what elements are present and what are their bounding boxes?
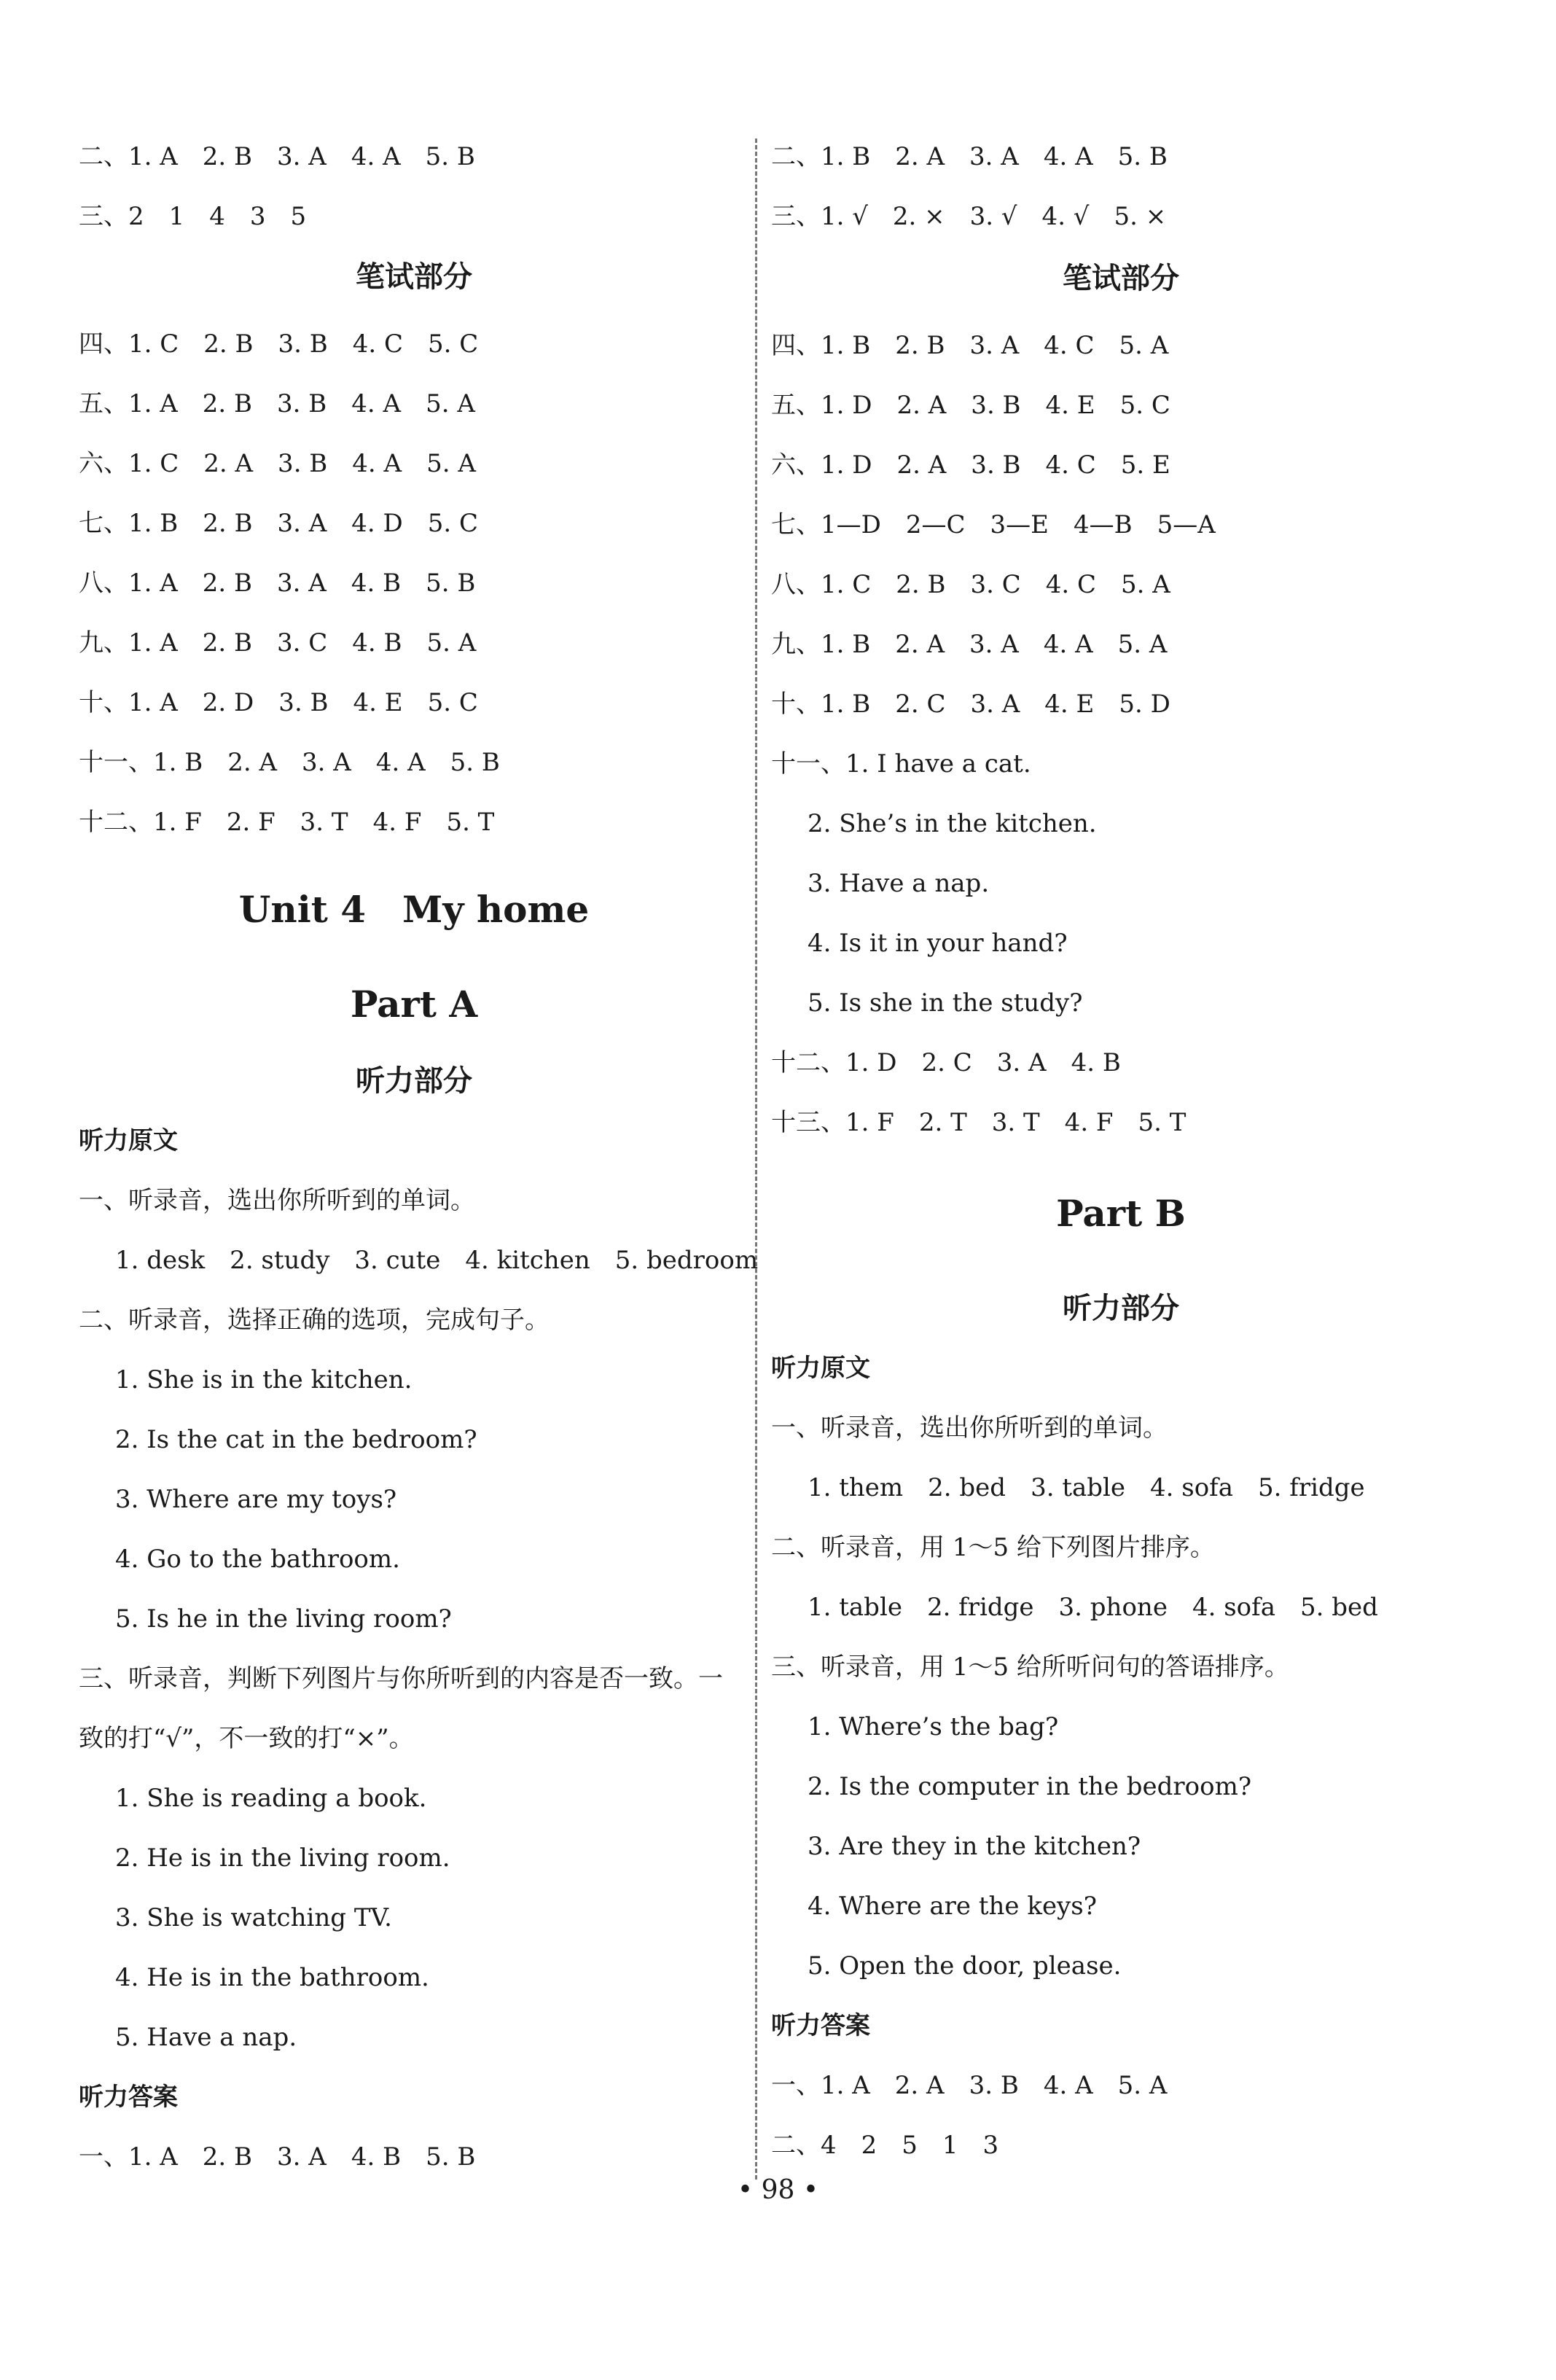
section-heading-listening: 听力部分 bbox=[1063, 1291, 1179, 1325]
answer-line: 五、1. D 2. A 3. B 4. E 5. C bbox=[771, 391, 1170, 420]
answer-line: 三、1. √ 2. × 3. √ 4. √ 5. × bbox=[771, 202, 1167, 231]
answer-line: 十一、1. B 2. A 3. A 4. A 5. B bbox=[79, 748, 500, 777]
script-line: 5. Is he in the living room? bbox=[115, 1604, 452, 1634]
script-line: 4. Go to the bathroom. bbox=[115, 1545, 400, 1574]
script-line: 1. Where’s the bag? bbox=[808, 1712, 1059, 1741]
page-number: • 98 • bbox=[737, 2175, 819, 2205]
answer-line: 五、1. A 2. B 3. B 4. A 5. A bbox=[79, 389, 475, 418]
section-heading-written: 笔试部分 bbox=[356, 260, 472, 294]
question-line: 二、听录音，选择正确的选项，完成句子。 bbox=[79, 1306, 550, 1335]
script-line: 5. Have a nap. bbox=[115, 2023, 297, 2052]
answer-line: 九、1. A 2. B 3. C 4. B 5. A bbox=[79, 628, 477, 658]
question-line: 致的打“√”，不一致的打“×”。 bbox=[79, 1724, 414, 1753]
answer-line: 八、1. C 2. B 3. C 4. C 5. A bbox=[771, 570, 1170, 599]
section-heading-listening: 听力部分 bbox=[356, 1064, 472, 1098]
script-line: 1. desk 2. study 3. cute 4. kitchen 5. bedroom bbox=[115, 1246, 759, 1275]
question-line: 三、听录音，判断下列图片与你所听到的内容是否一致。一 bbox=[79, 1664, 723, 1693]
answer-line: 四、1. C 2. B 3. B 4. C 5. C bbox=[79, 329, 479, 359]
answer-label: 听力答案 bbox=[79, 2083, 178, 2112]
question-line: 三、听录音，用 1～5 给所听问句的答语排序。 bbox=[771, 1653, 1289, 1682]
answer-line: 四、1. B 2. B 3. A 4. C 5. A bbox=[771, 331, 1169, 360]
answer-line: 十三、1. F 2. T 3. T 4. F 5. T bbox=[771, 1108, 1186, 1137]
answer-line: 七、1. B 2. B 3. A 4. D 5. C bbox=[79, 509, 479, 538]
script-label: 听力原文 bbox=[771, 1354, 870, 1383]
column-divider bbox=[755, 138, 757, 2180]
script-line: 3. Are they in the kitchen? bbox=[808, 1832, 1141, 1861]
answer-line: 六、1. D 2. A 3. B 4. C 5. E bbox=[771, 450, 1170, 480]
answer-line: 4. Is it in your hand? bbox=[808, 929, 1068, 958]
question-line: 一、听录音，选出你所听到的单词。 bbox=[79, 1186, 475, 1215]
script-line: 3. She is watching TV. bbox=[115, 1903, 392, 1932]
answer-line: 二、1. B 2. A 3. A 4. A 5. B bbox=[771, 142, 1168, 171]
question-line: 二、听录音，用 1～5 给下列图片排序。 bbox=[771, 1533, 1215, 1562]
answer-line: 十二、1. D 2. C 3. A 4. B bbox=[771, 1048, 1121, 1077]
answer-line: 十、1. A 2. D 3. B 4. E 5. C bbox=[79, 688, 478, 717]
script-line: 2. Is the computer in the bedroom? bbox=[808, 1772, 1252, 1801]
answer-line: 二、1. A 2. B 3. A 4. A 5. B bbox=[79, 142, 475, 171]
answer-line: 十二、1. F 2. F 3. T 4. F 5. T bbox=[79, 808, 495, 837]
unit-title: Unit 4 My home bbox=[238, 888, 590, 931]
part-title: Part A bbox=[350, 983, 478, 1026]
script-line: 4. He is in the bathroom. bbox=[115, 1963, 429, 1992]
answer-line: 十、1. B 2. C 3. A 4. E 5. D bbox=[771, 690, 1170, 719]
part-title: Part B bbox=[1056, 1192, 1186, 1235]
answer-line: 5. Is she in the study? bbox=[808, 988, 1083, 1018]
script-line: 1. table 2. fridge 3. phone 4. sofa 5. bed bbox=[808, 1593, 1378, 1622]
script-line: 1. She is reading a book. bbox=[115, 1784, 427, 1813]
answer-line: 六、1. C 2. A 3. B 4. A 5. A bbox=[79, 449, 476, 478]
answer-line: 二、4 2 5 1 3 bbox=[771, 2131, 999, 2160]
answer-label: 听力答案 bbox=[771, 2011, 870, 2040]
answer-line: 八、1. A 2. B 3. A 4. B 5. B bbox=[79, 569, 476, 598]
script-line: 4. Where are the keys? bbox=[808, 1892, 1097, 1921]
script-line: 3. Where are my toys? bbox=[115, 1485, 397, 1514]
script-line: 5. Open the door, please. bbox=[808, 1951, 1122, 1981]
question-line: 一、听录音，选出你所听到的单词。 bbox=[771, 1413, 1168, 1443]
answer-line: 三、2 1 4 3 5 bbox=[79, 202, 307, 231]
script-line: 2. He is in the living room. bbox=[115, 1843, 450, 1873]
script-line: 1. them 2. bed 3. table 4. sofa 5. fridge bbox=[808, 1473, 1365, 1502]
script-label: 听力原文 bbox=[79, 1126, 178, 1155]
answer-line: 七、1—D 2—C 3—E 4—B 5—A bbox=[771, 510, 1216, 539]
answer-line: 一、1. A 2. B 3. A 4. B 5. B bbox=[79, 2142, 476, 2172]
answer-line: 3. Have a nap. bbox=[808, 869, 990, 898]
answer-line: 十一、1. I have a cat. bbox=[771, 749, 1031, 779]
script-line: 2. Is the cat in the bedroom? bbox=[115, 1425, 477, 1454]
script-line: 1. She is in the kitchen. bbox=[115, 1365, 413, 1394]
answer-line: 2. She’s in the kitchen. bbox=[808, 809, 1097, 838]
answer-line: 九、1. B 2. A 3. A 4. A 5. A bbox=[771, 630, 1168, 659]
section-heading-written: 笔试部分 bbox=[1063, 261, 1179, 295]
answer-line: 一、1. A 2. A 3. B 4. A 5. A bbox=[771, 2071, 1168, 2100]
